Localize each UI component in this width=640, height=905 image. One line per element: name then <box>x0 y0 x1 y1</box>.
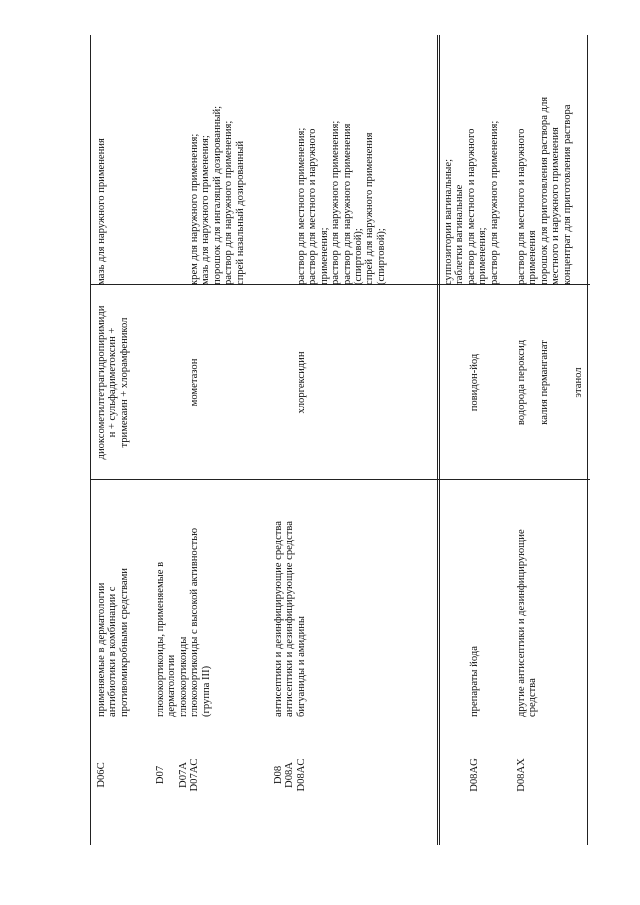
atc-code: D08AC <box>295 758 307 792</box>
group-name-cell <box>443 485 480 717</box>
drug-name-line: мометазон <box>189 358 200 407</box>
dosage-form-line: спрей назальный дозированный <box>234 140 246 285</box>
group-name-line: другие антисептики и дезинфицирующие <box>516 529 527 717</box>
drug-name-line: водорода пероксид <box>516 339 527 426</box>
spacer <box>166 725 177 825</box>
dosage-form-line: концентрат для приготовления раствора <box>561 104 573 285</box>
dosage-form-line: применения <box>527 230 539 285</box>
atc-code-cell <box>96 725 107 825</box>
table-top-rule <box>90 35 91 845</box>
dosage-form-line: (спиртовой); <box>353 228 365 285</box>
drug-name-cell <box>443 285 480 480</box>
drug-name-line: этанол <box>573 367 585 398</box>
group-name-line: антисептики и дезинфицирующие средства <box>273 521 284 717</box>
dosage-form-line: применения; <box>318 227 330 285</box>
table-bottom-rule <box>587 35 588 845</box>
dosage-form-line: мазь для наружного применения <box>96 138 107 285</box>
drug-name-line: диоксометилтетрагидропиримиди <box>96 305 107 460</box>
group-name-cell <box>273 485 307 717</box>
drug-name-line: н + сульфадиметоксин + <box>107 327 119 438</box>
group-name-line: глюкокортикоиды с высокой активностью <box>189 527 201 717</box>
dosage-form-cell <box>273 37 387 285</box>
spacer <box>527 285 538 480</box>
dosage-form-line: суппозитории вагинальные; <box>443 158 454 285</box>
drug-name-cell <box>155 285 200 480</box>
dosage-form-line: раствор для местного и наружного <box>516 128 527 285</box>
group-name-line: средства <box>527 678 539 717</box>
group-name-line: антисептики и дезинфицирующие средства <box>284 521 296 717</box>
group-name-line: дерматологии <box>166 654 178 717</box>
atc-code: D08AX <box>516 758 527 792</box>
drug-name-cell <box>273 285 307 480</box>
atc-code-cell <box>443 725 480 825</box>
drug-name-cell <box>516 285 584 480</box>
dosage-form-cell <box>516 37 573 285</box>
dosage-form-line: порошок для приготовления раствора для <box>538 96 550 285</box>
atc-code: D08 <box>273 765 284 785</box>
dosage-form-line: порошок для ингаляций дозированный; <box>211 105 223 285</box>
dosage-form-line: раствор для местного применения; <box>296 127 307 285</box>
dosage-form-line: раствор для наружного применения; <box>488 120 500 285</box>
drug-name-line: хлоргексидин <box>296 351 307 414</box>
spacer <box>550 285 561 480</box>
group-separator-rule-2 <box>439 35 440 845</box>
group-separator-rule <box>437 35 438 845</box>
rotated-table-page <box>90 35 590 845</box>
dosage-form-line: раствор для наружного применения; <box>223 120 235 285</box>
dosage-form-cell <box>96 37 107 285</box>
dosage-form-line: местного и наружного применения <box>550 127 562 285</box>
dosage-form-cell <box>155 37 246 285</box>
group-name-line: бигуаниды и амидины <box>295 616 307 717</box>
group-name-cell <box>516 485 539 717</box>
dosage-form-cell <box>443 37 500 285</box>
drug-name-cell <box>96 285 130 480</box>
atc-code-cell <box>516 725 527 825</box>
dosage-form-line: раствор для местного и наружного <box>465 128 477 285</box>
group-name-line: глюкокортикоиды <box>177 636 189 717</box>
drug-name-line: тримекаин + хлорамфеникол <box>118 317 130 448</box>
atc-code: D07 <box>155 765 166 785</box>
group-name-line: противомикробными средствами <box>118 568 130 717</box>
group-name-line: глюкокортикоиды, применяемые в <box>155 561 166 717</box>
drug-name-line: повидон-йод <box>469 353 480 412</box>
dosage-form-line: мазь для наружного применения; <box>200 135 212 285</box>
dosage-form-line: крем для наружного применения; <box>189 133 200 285</box>
atc-code-cell <box>155 725 201 825</box>
dosage-form-line: раствор для местного и наружного <box>307 128 319 285</box>
atc-code: D08A <box>284 762 296 788</box>
group-name-cell <box>96 485 130 717</box>
dosage-form-line: таблетки вагинальные <box>454 184 466 285</box>
group-name-cell <box>155 485 212 717</box>
atc-code-cell <box>273 725 307 825</box>
atc-code: D06C <box>96 762 107 788</box>
dosage-form-line: спрей для наружного применения <box>364 132 376 285</box>
group-name-line: препараты йода <box>469 646 480 717</box>
atc-code: D07AC <box>189 758 201 792</box>
atc-code: D08AG <box>469 758 480 792</box>
dosage-form-line: раствор для наружного применения <box>341 123 353 285</box>
drug-name-line: калия перманганат <box>538 340 550 425</box>
dosage-form-line: применения; <box>477 227 489 285</box>
dosage-form-line: раствор для наружного применения; <box>330 120 342 285</box>
atc-code: D07A <box>177 762 189 788</box>
group-name-line: (группа III) <box>200 665 212 717</box>
dosage-form-line: (спиртовой); <box>375 228 387 285</box>
group-name-line: применяемые в дерматологии <box>96 582 107 717</box>
spacer <box>562 285 573 480</box>
group-name-line: антибиотики в комбинации с <box>107 586 119 717</box>
